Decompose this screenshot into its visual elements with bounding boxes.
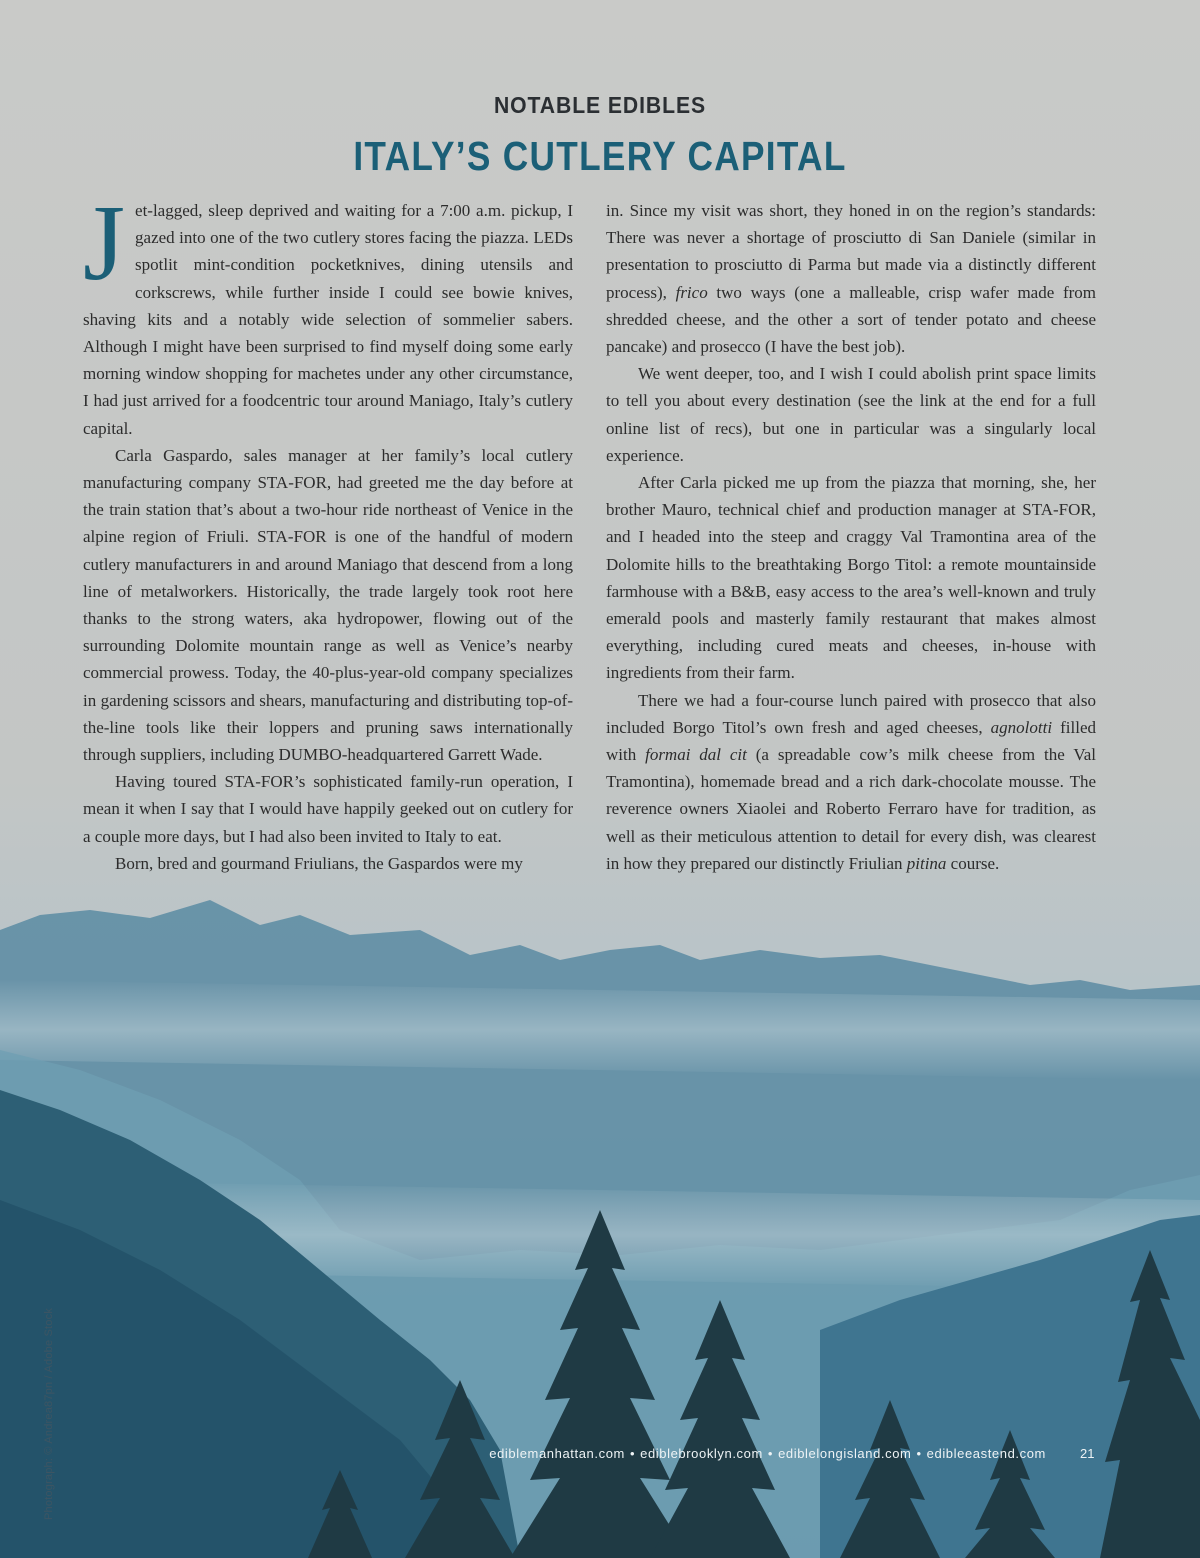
article-paragraph: After Carla picked me up from the piazza that morning, she, her brother Mauro, technical chief and production manager at STA-FOR, and I headed into the steep and craggy Val Tramontina area of the Dolomite hills to the breathtaking Borgo Titol: a remote mountainside farmhouse with a B&B, easy access to the area’s well-known and truly emerald pools and masterly family restaurant that makes almost everything, including cured meats and cheeses, in-house with ingredients from their farm. — [606, 473, 1096, 683]
text-run: course. — [946, 853, 1000, 873]
article-paragraph — [83, 184, 573, 442]
footer-site-link[interactable]: edibleeastend.com — [926, 1446, 1046, 1461]
italic-term: pitina — [906, 853, 947, 873]
italic-term: formai dal cit — [645, 745, 747, 765]
text-run: in. Since my visit was short, they honed in on the region’s standards: There was never a shortage of prosciutto di San Daniele (similar in presentation to prosciutto di Parma but made via a distinctly different process), — [606, 201, 1096, 302]
footer-separator: • — [629, 1446, 636, 1461]
footer-separator: • — [916, 1446, 922, 1461]
text-run: filled with — [606, 717, 1096, 765]
article-paragraph — [606, 687, 1096, 877]
drop-cap: J — [83, 184, 126, 303]
footer-site-link[interactable]: ediblemanhattan.com — [489, 1446, 625, 1461]
footer-sites — [480, 1446, 1046, 1461]
paragraph-text: et-lagged, sleep deprived and waiting for a 7:00 a.m. pickup, I gazed into one of the two cutlery stores facing the piazza. LEDs spotlit mint-condition pocketknives, dining utensils and corkscrews, while further inside I could see bowie knives, shaving kits and a notably wide selection of sommelier sabers. Although I might have been surprised to find myself doing some early morning window shopping for machetes under any other circumstance, I had just arrived for a foodcentric tour around Maniago, Italy’s cutlery capital. — [83, 201, 573, 438]
article-paragraph: Carla Gaspardo, sales manager at her family’s local cutlery manufacturing company STA-FOR, had greeted me the day before at the train station that’s about a two-hour ride northeast of Venice in the alpine region of Friuli. STA-FOR is one of the handful of modern cutlery manufacturers in and around Maniago that descend from a long line of metalworkers. Historically, the trade largely took root here thanks to the strong waters, aka hydropower, flowing out of the surrounding Dolomite mountain range as well as Venice’s nearby commercial prowess. Today, the 40-plus-year-old company specializes in gardening scissors and shears, manufacturing and distributing top-of-the-line tools like their loppers and pruning saws internationally through suppliers, including DUMBO-headquartered Garrett Wade. — [83, 445, 573, 765]
article-paragraph: Having toured STA-FOR’s sophisticated family-run operation, I mean it when I say that I would have happily geeked out on cutlery for a couple more days, but I had also been invited to Italy to eat. — [83, 772, 573, 846]
text-run: There we had a four-course lunch paired with prosecco that also included Borgo Titol’s own fresh and aged cheeses, — [606, 690, 1096, 737]
article-paragraph: We went deeper, too, and I wish I could abolish print space limits to tell you about every destination (see the link at the end for a full online list of recs), but one in particular was a singularly local experience. — [606, 364, 1096, 465]
article-column-right — [606, 197, 1096, 877]
article-column-left — [83, 184, 573, 877]
footer-site-link[interactable]: ediblebrooklyn.com — [640, 1446, 763, 1461]
footer-site-link[interactable]: ediblelongisland.com — [778, 1446, 912, 1461]
page-number: 21 — [1080, 1446, 1095, 1461]
photo-credit: Photograph: © Andrea87pn / Adobe Stock — [43, 1307, 55, 1520]
italic-term: frico — [675, 282, 708, 302]
italic-term: agnolotti — [990, 717, 1053, 737]
article-paragraph: Born, bred and gourmand Friulians, the Gaspardos were my — [115, 853, 523, 873]
footer-separator: • — [767, 1446, 774, 1461]
article-paragraph — [606, 197, 1096, 360]
section-label: NOTABLE EDIBLES — [493, 92, 707, 118]
article-headline: ITALY’S CUTLERY CAPITAL — [353, 133, 847, 179]
text-run: (a spreadable cow’s milk cheese from the Val Tramontina), homemade bread and a rich dark-chocolate mousse. The reverence owners Xiaolei and Roberto Ferraro have for tradition, as well as their meticulous attention to detail for every dish, was clearest in how they prepared our distinctly Friulian — [606, 745, 1096, 873]
text-run: two ways (one a malleable, crisp wafer made from shredded cheese, and the other a sort of tender potato and cheese pancake) and prosecco (I have the best job). — [606, 282, 1096, 357]
